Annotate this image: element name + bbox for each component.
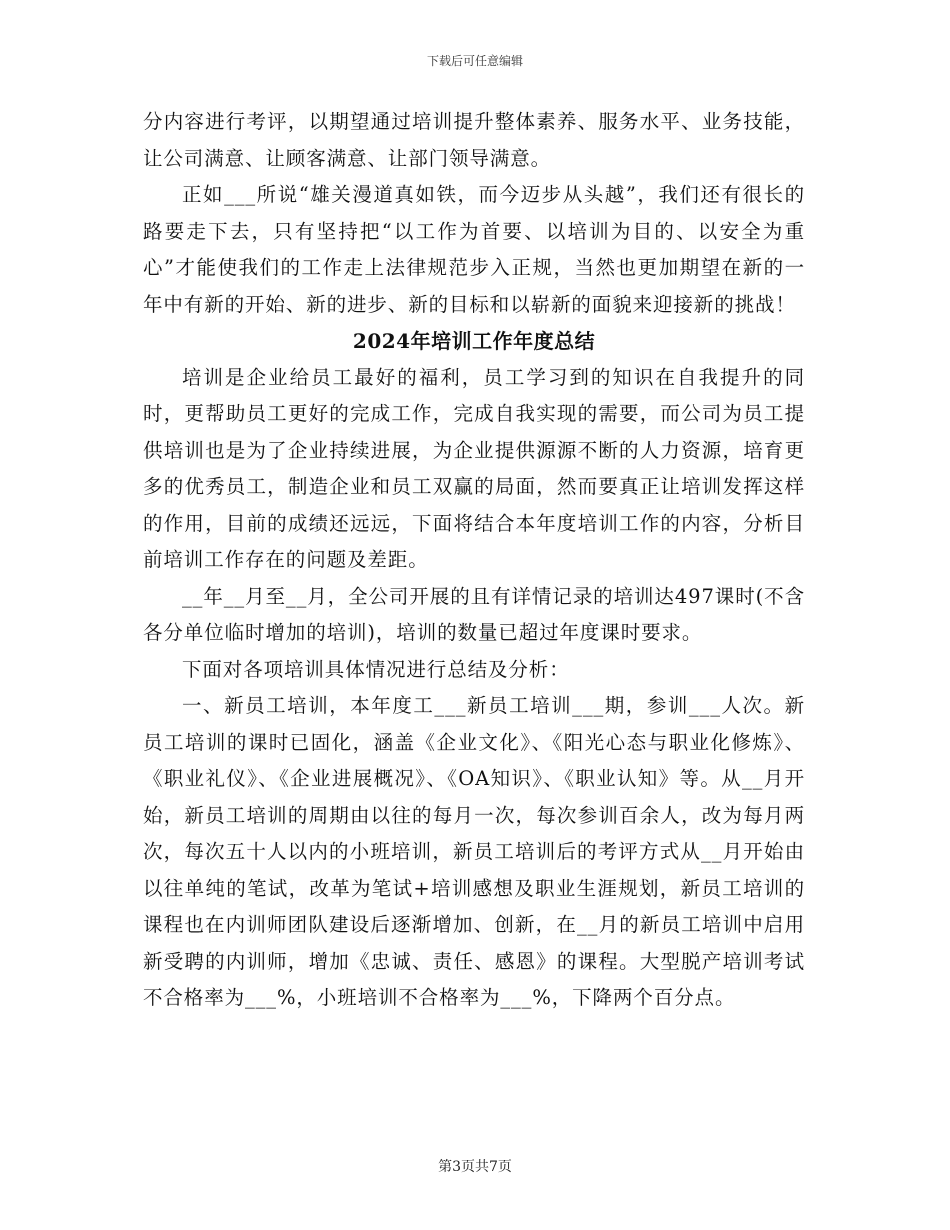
document-body: [143, 104, 805, 1017]
paragraph-intro: 培训是企业给员工最好的福利，员工学习到的知识在自我提升的同时，更帮助员工更好的完成工作，完成自我实现的需要，而公司为员工提供培训也是为了企业持续进展，为企业提供源源不断的人力资源，培育更多的优秀员工，制造企业和员工双赢的局面，然而要真正让培训发挥这样的作用，目前的成绩还远远，下面将结合本年度培训工作的内容，分析目前培训工作存在的问题及差距。: [143, 365, 805, 571]
paragraph-continued: 分内容进行考评，以期望通过培训提升整体素养、服务水平、业务技能，让公司满意、让顾客满意、让部门领导满意。: [143, 110, 805, 170]
paragraph-summary-lead: 下面对各项培训具体情况进行总结及分析：: [182, 657, 570, 681]
paragraph-new-staff-training: 一、新员工培训，本年度工___新员工培训___期，参训___人次。新员工培训的课时已固化，涵盖《企业文化》、《阳光心态与职业化修炼》、《职业礼仪》、《企业进展概况》、《OA知识》、《职业认知》等。从__月开始，新员工培训的周期由以往的每月一次，每次参训百余人，改为每月两次，每次五十人以内的小班培训，新员工培训后的考评方式从__月开始由以往单纯的笔试，改革为笔试+培训感想及职业生涯规划，新员工培训的课程也在内训师团队建设后逐渐增加、创新，在__月的新员工培训中启用新受聘的内训师，增加《忠诚、责任、感恩》的课程。大型脱产培训考试不合格率为___%，小班培训不合格率为___%，下降两个百分点。: [143, 694, 805, 1009]
paragraph-hours: __年__月至__月，全公司开展的且有详情记录的培训达497课时(不含各分单位临时增加的培训)，培训的数量已超过年度课时要求。: [143, 584, 805, 644]
section-title: 2024年培训工作年度总结: [352, 329, 596, 353]
page-number: 第3页共7页: [438, 1159, 512, 1175]
paragraph-quote: 正如___所说“雄关漫道真如铁，而今迈步从头越”，我们还有很长的路要走下去，只有坚持把“以工作为首要、以培训为目的、以安全为重心”才能使我们的工作走上法律规范步入正规，当然也更加期望在新的一年中有新的开始、新的进步、新的目标和以崭新的面貌来迎接新的挑战！: [143, 183, 805, 316]
page-header: 下载后可任意编辑: [426, 54, 523, 68]
